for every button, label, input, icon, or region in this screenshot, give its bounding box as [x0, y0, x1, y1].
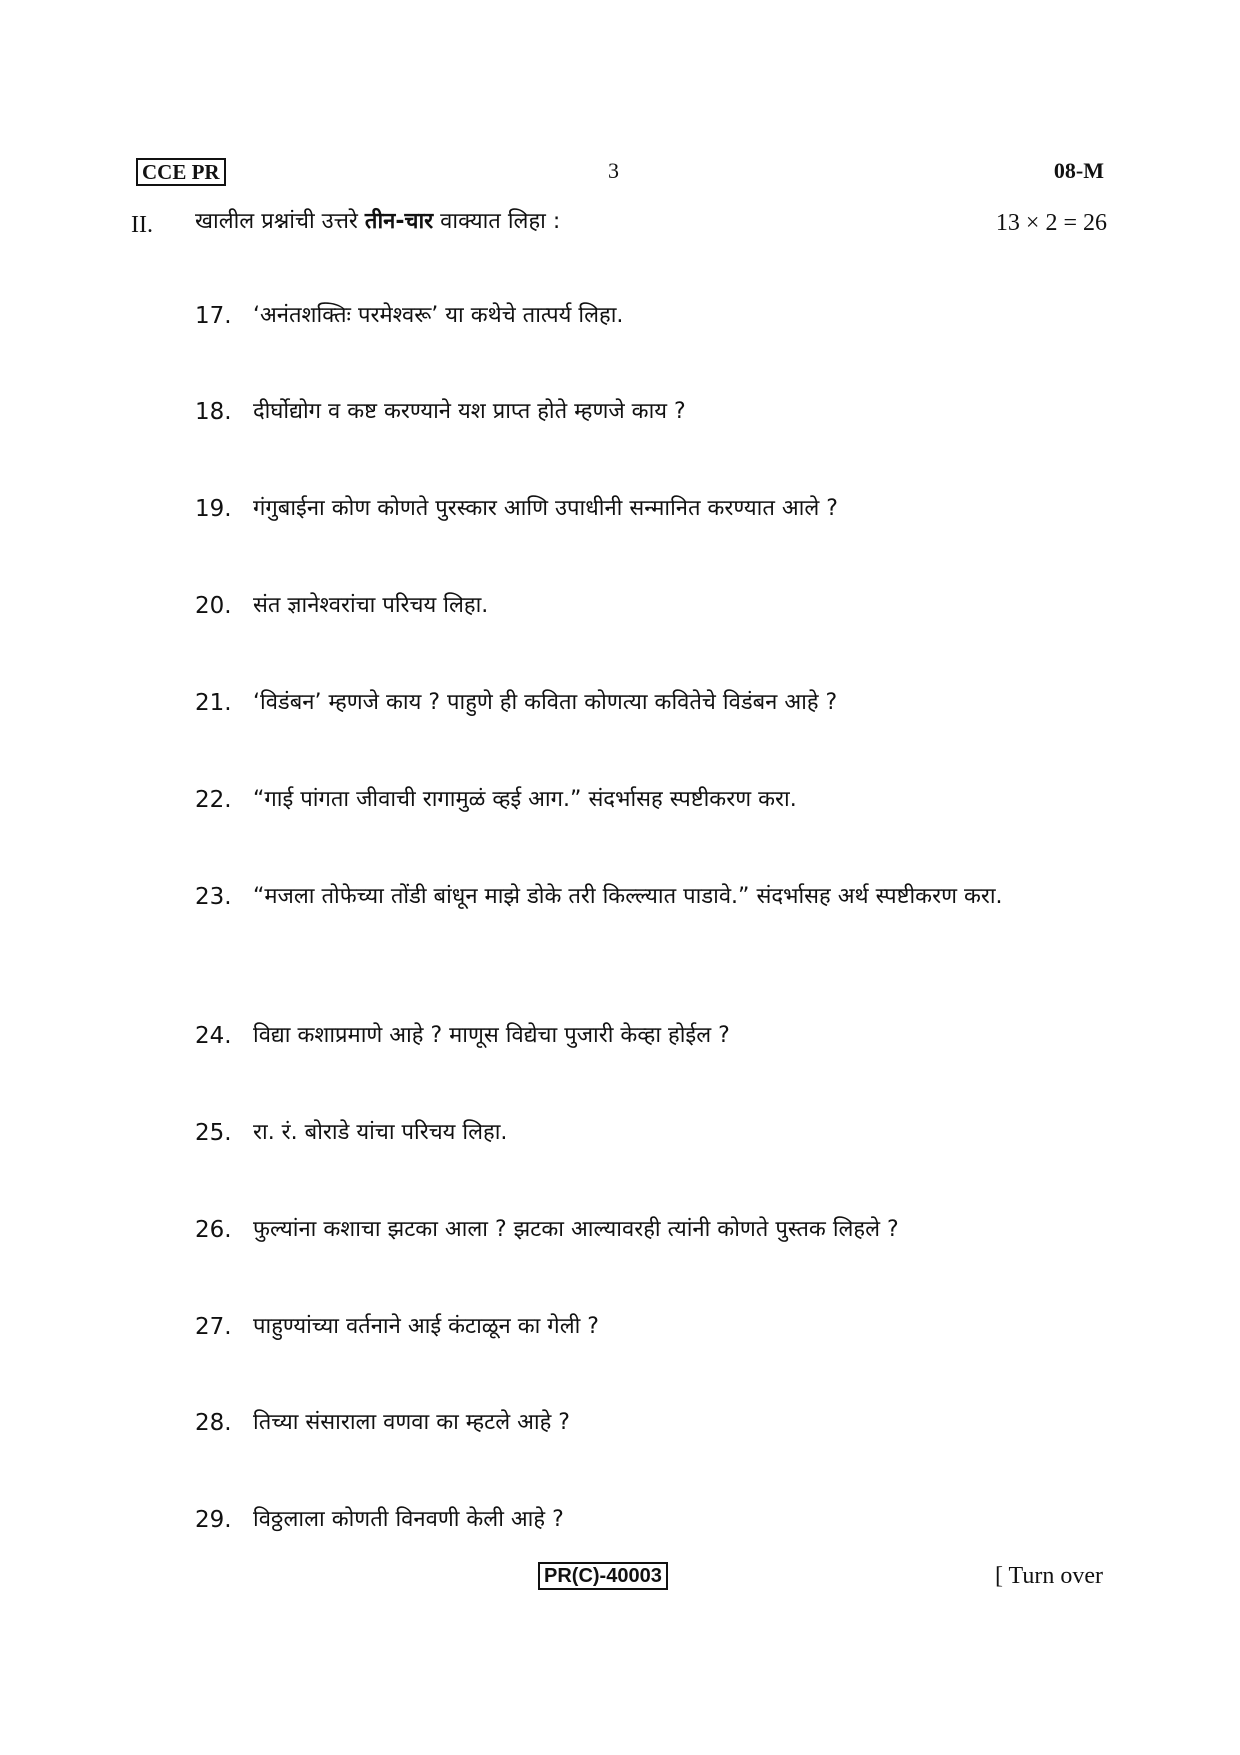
question-text: संत ज्ञानेश्वरांचा परिचय लिहा. [253, 593, 489, 618]
section-instruction [195, 206, 560, 238]
question-text: ‘अनंतशक्तिः परमेश्वरू’ या कथेचे तात्पर्य लिहा. [253, 303, 624, 328]
question-number: 19. [195, 496, 232, 522]
question-text: फुल्यांना कशाचा झटका आला ? झटका आल्यावरही त्यांनी कोणते पुस्तक लिहले ? [253, 1217, 899, 1242]
page-number: 3 [608, 158, 619, 183]
question-number: 22. [195, 787, 232, 813]
question-number: 17. [195, 303, 232, 329]
question-text: दीर्घोद्योग व कष्ट करण्याने यश प्राप्त होते म्हणजे काय ? [253, 399, 686, 424]
question-number: 25. [195, 1120, 232, 1146]
question-number: 29. [195, 1507, 232, 1533]
section-number: II. [131, 212, 153, 238]
section-marks: 13 × 2 = 26 [995, 210, 1107, 236]
instruction-text-bold: तीन-चार [364, 209, 434, 234]
instruction-text-after: वाक्यात लिहा : [433, 209, 561, 234]
turn-over-note: [ Turn over [994, 1563, 1103, 1589]
question-text: विद्या कशाप्रमाणे आहे ? माणूस विद्येचा पुजारी केव्हा होईल ? [253, 1023, 730, 1048]
paper-code: 08-M [1053, 158, 1104, 183]
question-number: 26. [195, 1217, 232, 1243]
footer-paper-code-box: PR(C)-40003 [538, 1562, 668, 1590]
question-number: 21. [195, 690, 232, 716]
course-code-box: CCE PR [136, 158, 226, 186]
instruction-text-before: खालील प्रश्नांची उत्तरे [195, 209, 365, 234]
question-number: 24. [195, 1023, 232, 1049]
question-number: 18. [195, 399, 232, 425]
question-text: तिच्या संसाराला वणवा का म्हटले आहे ? [253, 1410, 570, 1435]
question-text: पाहुण्यांच्या वर्तनाने आई कंटाळून का गेली ? [253, 1314, 599, 1339]
question-number: 28. [195, 1410, 232, 1436]
question-number: 23. [195, 884, 232, 910]
question-text: रा. रं. बोराडे यांचा परिचय लिहा. [253, 1120, 508, 1145]
question-text: विठ्ठलाला कोणती विनवणी केली आहे ? [253, 1507, 564, 1532]
question-number: 27. [195, 1314, 232, 1340]
question-number: 20. [195, 593, 232, 619]
question-text: “मजला तोफेच्या तोंडी बांधून माझे डोके तरी किल्ल्यात पाडावे.” संदर्भासह अर्थ स्पष्टीकरण करा. [253, 884, 1003, 909]
question-text: गंगुबाईना कोण कोणते पुरस्कार आणि उपाधीनी सन्मानित करण्यात आले ? [253, 496, 838, 521]
question-text: “गाई पांगता जीवाची रागामुळं व्हई आग.” संदर्भासह स्पष्टीकरण करा. [253, 787, 797, 812]
question-text: ‘विडंबन’ म्हणजे काय ? पाहुणे ही कविता कोणत्या कवितेचे विडंबन आहे ? [253, 690, 838, 715]
